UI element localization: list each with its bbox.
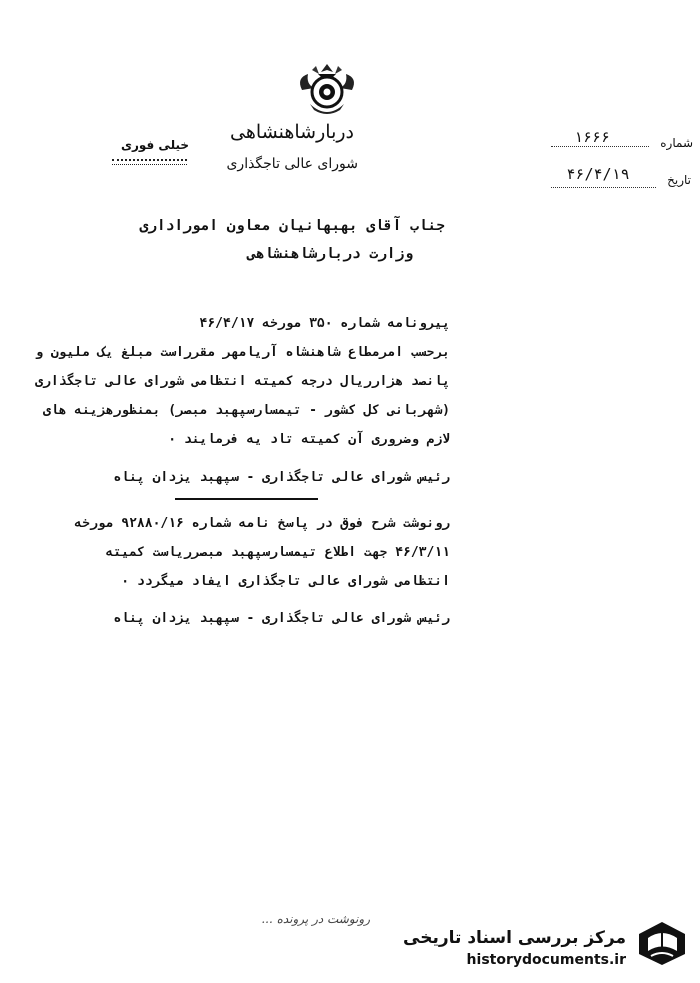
archive-logo-icon	[633, 918, 691, 968]
addressee-line-1: جناب آقای بهبهانیان معاون اموراداری	[139, 218, 445, 234]
date-value: ۴۶/۴/۱۹	[566, 165, 630, 183]
watermark-url: historydocuments.ir	[466, 952, 626, 968]
signature-2: رئیس شورای عالی تاجگذاری - سپهبد یزدان پناه	[113, 611, 450, 626]
number-value: ۱۶۶۶	[573, 128, 611, 146]
number-dotted-line	[551, 146, 649, 147]
council-title: شورای عالی تاجگذاری	[226, 156, 358, 172]
handwritten-note: رونوشت در پرونده ...	[261, 912, 370, 926]
copy-line-2: ۴۶/۳/۱۱ جهت اطلاع تیمسارسپهبد مبصرریاست کمیته	[105, 545, 450, 560]
body-line-4: (شهربانی کل کشور - تیمسارسپهبد مبصر) بمنظورهزینه های	[43, 403, 450, 418]
body-line-5: لازم وضروری آن کمیته تاد یه فرمایند ۰	[168, 432, 450, 447]
body-line-2: برحسب امرمطاع شاهنشاه آریامهر مقرراست مبلغ یک ملیون و	[35, 345, 450, 360]
body-line-3: پانصد هزارریال درجه کمیته انتظامی شورای عالی تاجگذاری	[35, 374, 450, 389]
urgency-stamp: خیلی فوری	[120, 138, 190, 152]
date-dotted-line	[551, 187, 656, 188]
divider-line	[175, 498, 318, 500]
watermark-title: مرکز بررسی اسناد تاریخی	[403, 928, 626, 948]
court-title: دربارشاهنشاهی	[230, 121, 354, 143]
signature-1: رئیس شورای عالی تاجگذاری - سپهبد یزدان پناه	[113, 470, 450, 485]
royal-emblem-icon	[292, 60, 362, 122]
date-label: تاریخ	[667, 173, 691, 187]
copy-line-3: انتظامی شورای عالی تاجگذاری ایفاد میگردد ۰	[121, 574, 450, 589]
addressee-line-2: وزارت دربارشاهنشاهی	[247, 246, 413, 262]
body-line-1: پیرونامه شماره ۳۵۰ مورخه ۴۶/۴/۱۷	[199, 316, 450, 331]
copy-line-1: رونوشت شرح فوق در پاسخ نامه شماره ۹۲۸۸۰/۱۶ مورخه	[74, 516, 450, 531]
number-label: شماره	[660, 136, 693, 150]
urgency-underline	[112, 159, 187, 165]
